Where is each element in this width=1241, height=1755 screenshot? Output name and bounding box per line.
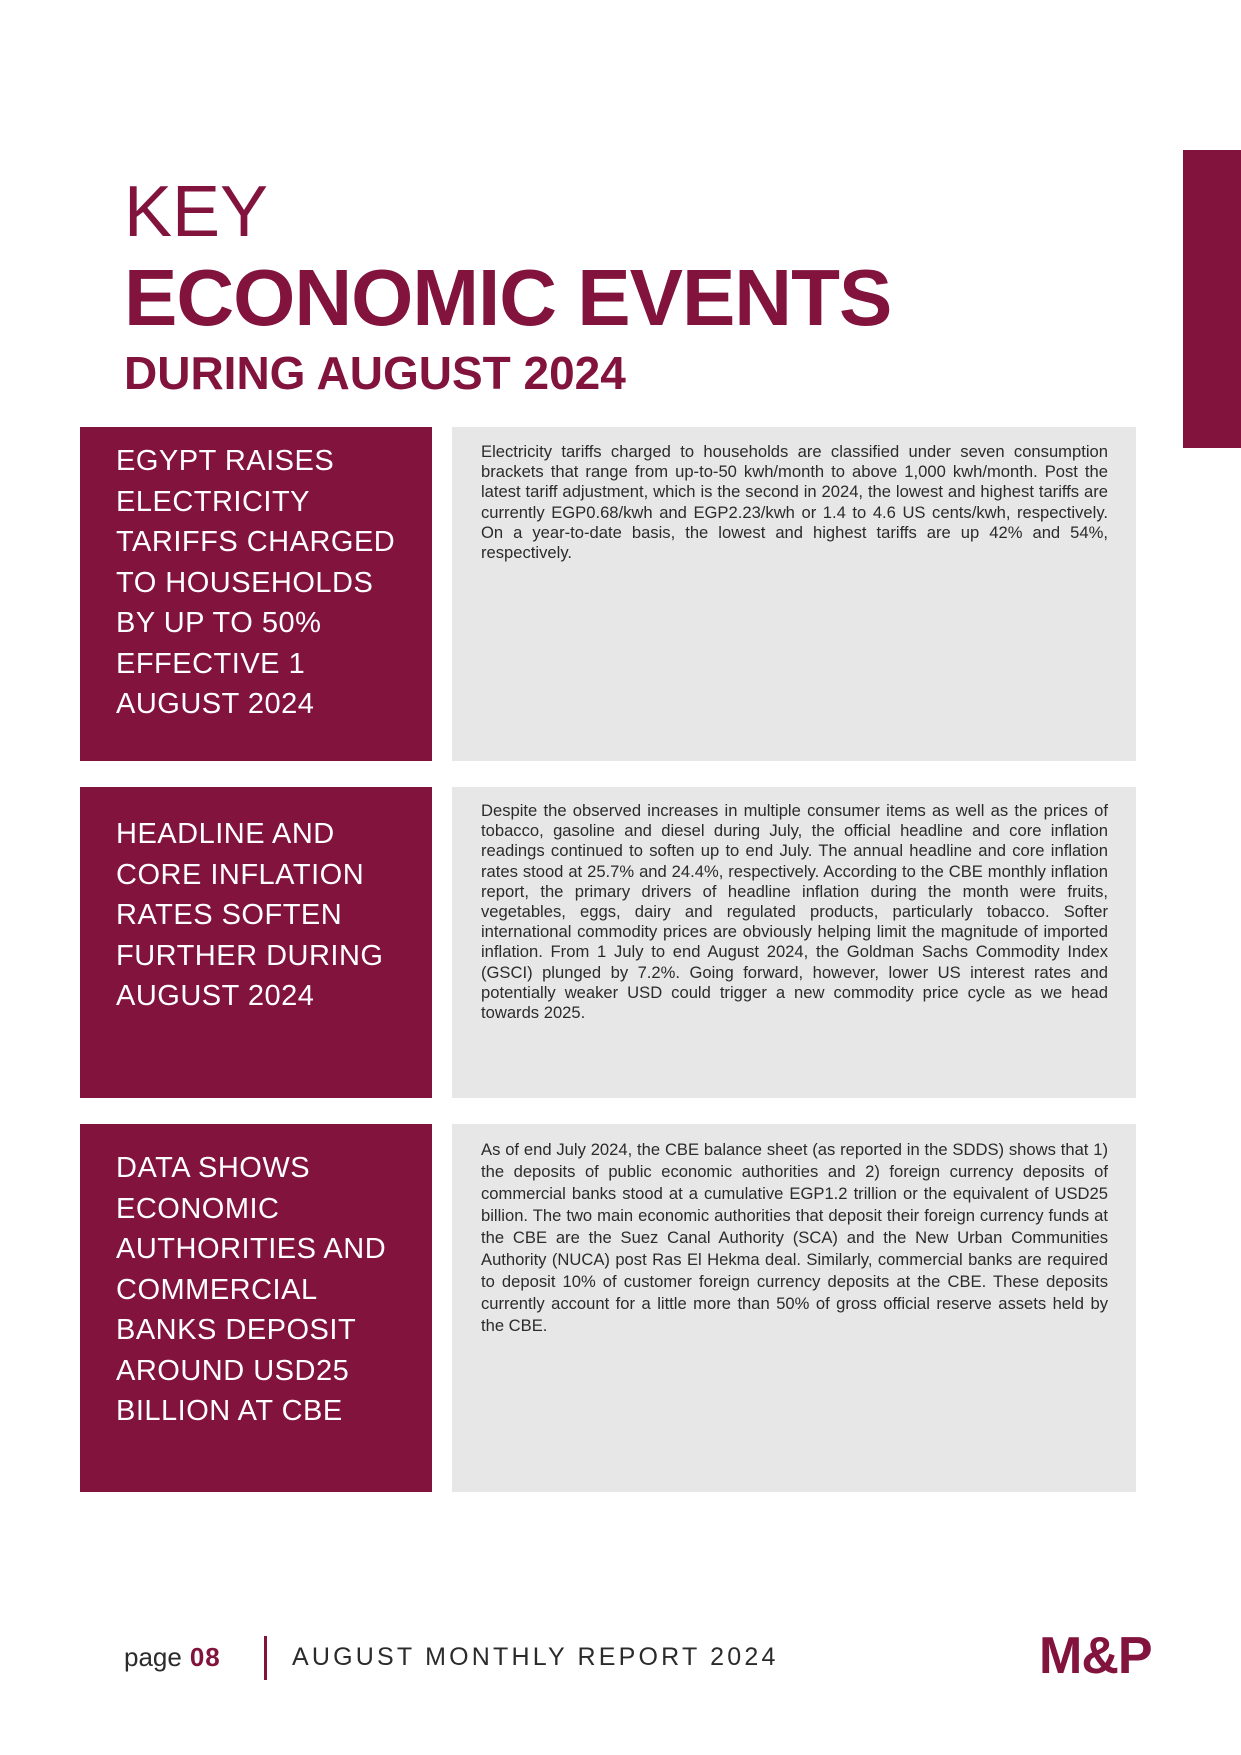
- page-title: ECONOMIC EVENTS: [124, 253, 892, 342]
- title-key: KEY: [124, 172, 269, 252]
- footer-page-indicator: [124, 1641, 221, 1673]
- page-subtitle: DURING AUGUST 2024: [124, 347, 626, 399]
- event-body-inflation: Despite the observed increases in multiple consumer items as well as the prices of tobacco, gasoline and diesel during July, the official headline and core inflation readings continued to soften up to end July. The annual headline and core inflation rates stood at 25.7% and 24.4%, respectively. According to the CBE monthly inflation report, the primary drivers of headline inflation during the month were fruits, vegetables, eggs, dairy and regulated products, particularly tobacco. Softer international commodity prices are obviously helping limit the magnitude of imported inflation. From 1 July to end August 2024, the Goldman Sachs Commodity Index (GSCI) plunged by 7.2%. Going forward, however, lower US interest rates and potentially weaker USD could trigger a new commodity price cycle as we head towards 2025.: [452, 787, 1136, 1098]
- brand-logo: M&P: [1039, 1627, 1152, 1685]
- event-body-deposits: As of end July 2024, the CBE balance sheet (as reported in the SDDS) shows that 1) the deposits of public economic authorities and 2) foreign currency deposits of commercial banks stood at a cumulative EGP1.2 trillion or the equivalent of USD25 billion. The two main economic authorities that deposit their foreign currency funds at the CBE are the Suez Canal Authority (SCA) and the New Urban Communities Authority (NUCA) post Ras El Hekma deal. Similarly, commercial banks are required to deposit 10% of customer foreign currency deposits at the CBE. These deposits currently account for a little more than 50% of gross official reserve assets held by the CBE.: [452, 1124, 1136, 1492]
- side-accent-tab: [1183, 150, 1241, 448]
- footer-divider: [264, 1636, 267, 1680]
- page-number: 08: [189, 1642, 221, 1672]
- report-title: AUGUST MONTHLY REPORT 2024: [292, 1643, 779, 1671]
- event-body-electricity: Electricity tariffs charged to households are classified under seven consumption brackets that range from up-to-50 kwh/month to above 1,000 kwh/month. Post the latest tariff adjustment, which is the second in 2024, the lowest and highest tariffs are currently EGP0.68/kwh and EGP2.23/kwh or 1.4 to 4.6 US cents/kwh, respectively. On a year-to-date basis, the lowest and highest tariffs are up 42% and 54%, respectively.: [452, 427, 1136, 761]
- event-heading-inflation: HEADLINE AND CORE INFLATION RATES SOFTEN FURTHER DURING AUGUST 2024: [80, 787, 432, 1098]
- event-heading-deposits: DATA SHOWS ECONOMIC AUTHORITIES AND COMMERCIAL BANKS DEPOSIT AROUND USD25 BILLION AT CBE: [80, 1124, 432, 1492]
- page-label: page: [124, 1642, 182, 1672]
- event-heading-electricity: EGYPT RAISES ELECTRICITY TARIFFS CHARGED TO HOUSEHOLDS BY UP TO 50% EFFECTIVE 1 AUGUST 2024: [80, 427, 432, 761]
